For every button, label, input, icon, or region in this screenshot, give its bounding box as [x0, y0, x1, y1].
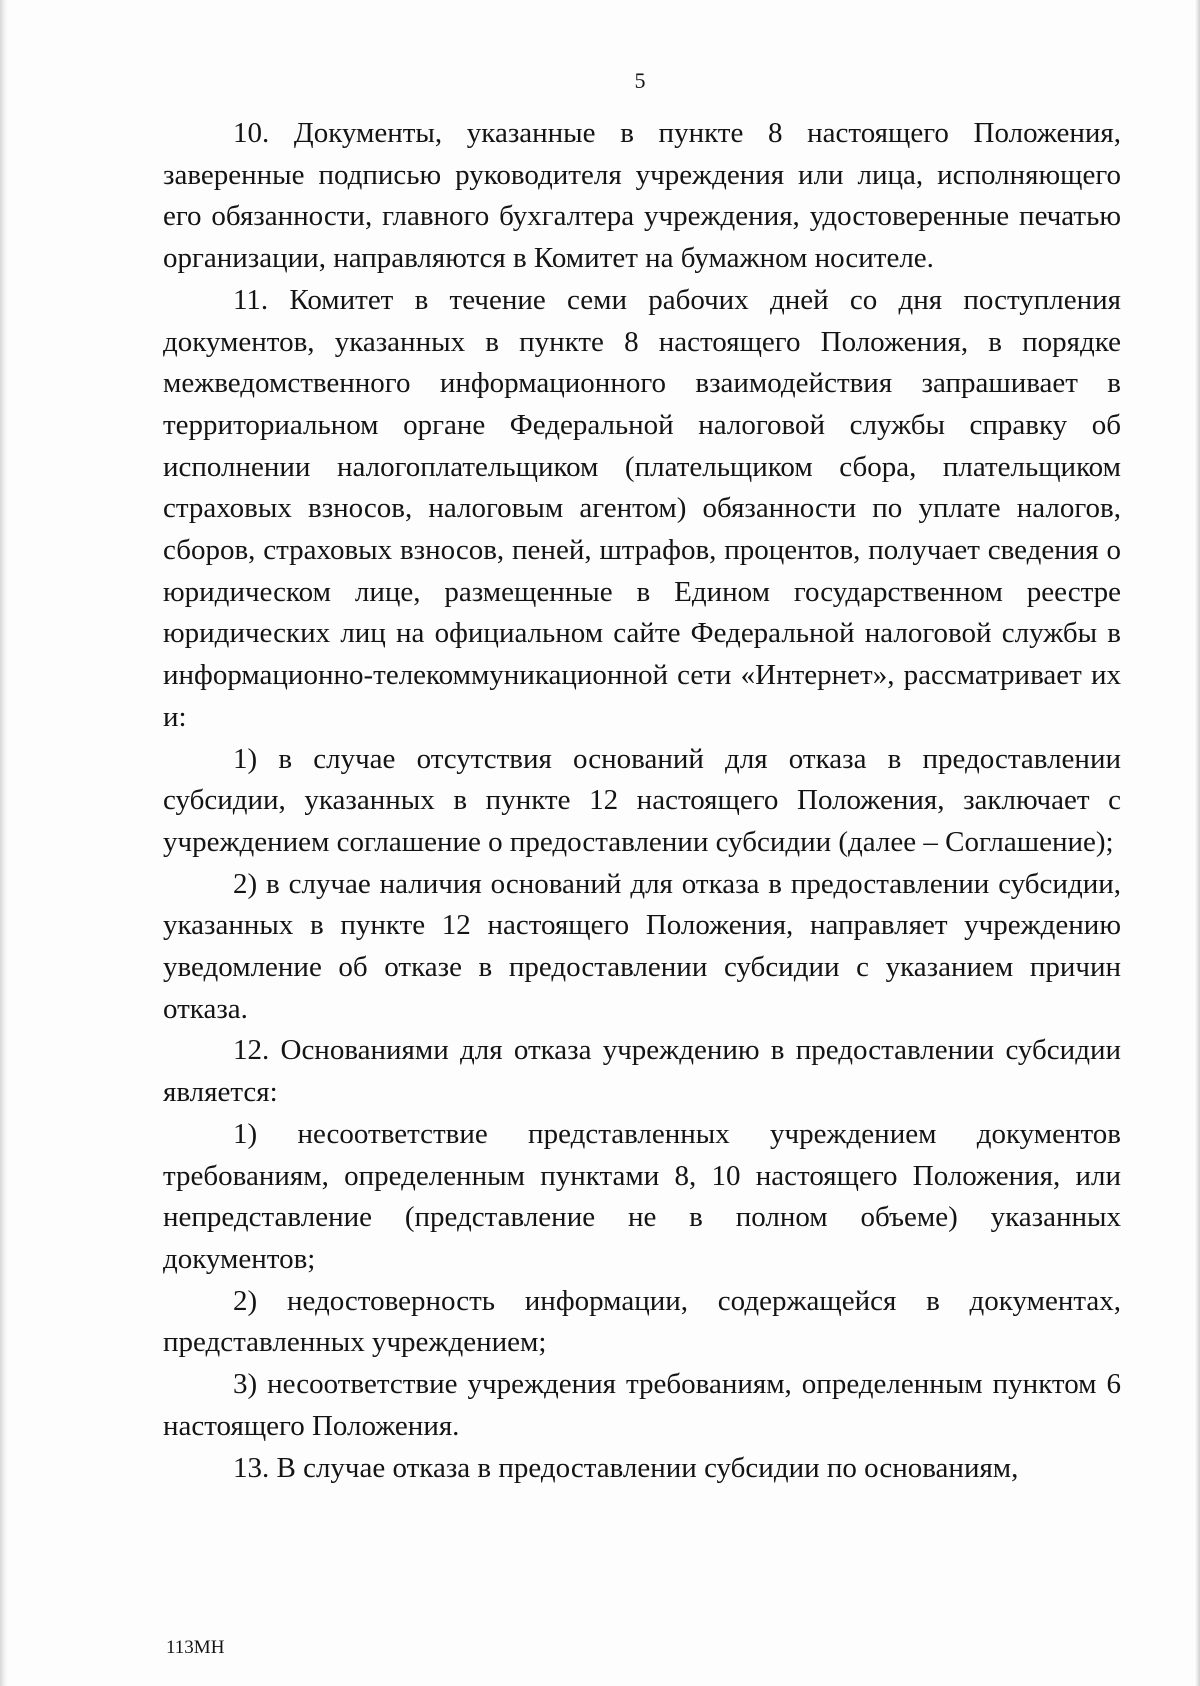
paragraph-12-item-1: 1) несоответствие представленных учреждением документов требованиям, определенным пунктами 8, 10 настоящего Положения, или непредставление (представление не в полном объеме) указанных документов;	[163, 1117, 1121, 1275]
paragraph-12-item-3: 3) несоответствие учреждения требованиям, определенным пунктом 6 настоящего Положения.	[163, 1368, 1121, 1442]
scan-edge-right	[1195, 0, 1200, 1686]
paragraph-12: 12. Основаниями для отказа учреждению в предоставлении субсидии является:	[163, 1034, 1121, 1109]
paragraph-10: 10. Документы, указанные в пункте 8 настоящего Положения, заверенные подписью руководителя учреждения или лица, исполняющего его обязанности, главного бухгалтера учреждения, удостоверенные печатью организации, направляются в Комитет на бумажном носителе.	[163, 117, 1121, 275]
paragraph-12-item-2: 2) недостоверность информации, содержащейся в документах, представленных учреждением;	[163, 1284, 1121, 1359]
paragraph-11-item-1: 1) в случае отсутствия оснований для отказа в предоставлении субсидии, указанных в пункте 12 настоящего Положения, заключает с учреждением соглашение о предоставлении субсидии (далее – Соглашение);	[163, 742, 1121, 858]
paragraph-13: 13. В случае отказа в предоставлении субсидии по основаниям,	[233, 1451, 1019, 1484]
page-number: 5	[634, 68, 646, 93]
scan-edge-left	[0, 0, 8, 1686]
paragraph-11: 11. Комитет в течение семи рабочих дней со дня поступления документов, указанных в пункте 8 настоящего Положения, в порядке межведомственного информационного взаимодействия запрашивает в территориальном органе Федеральной налоговой службы справку об исполнении налогоплательщиком (плательщиком сбора, плательщиком страховых взносов, налоговым агентом) обязанности по уплате налогов, сборов, страховых взносов, пеней, штрафов, процентов, получает сведения о юридическом лице, размещенные в Едином государственном реестре юридических лиц на официальном сайте Федеральной налоговой службы в информационно-телекоммуникационной сети «Интернет», рассматривает их и:	[163, 283, 1121, 733]
footer-document-code: 113МН	[166, 1637, 225, 1658]
paragraph-11-item-2: 2) в случае наличия оснований для отказа в предоставлении субсидии, указанных в пункте 12 настоящего Положения, направляет учреждению уведомление об отказе в предоставлении субсидии с указанием причин отказа.	[163, 867, 1121, 1025]
document-body	[163, 113, 1121, 1489]
